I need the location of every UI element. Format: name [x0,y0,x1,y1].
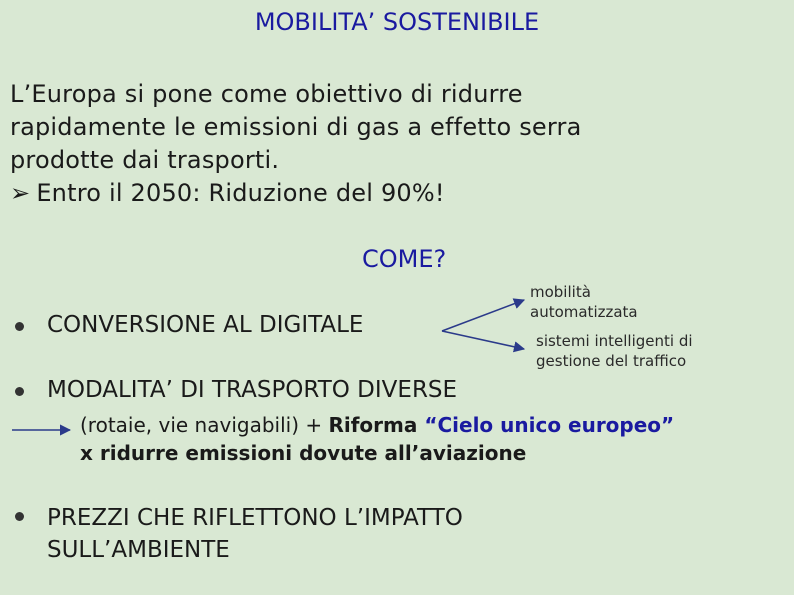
bullet-prices: PREZZI CHE RIFLETTONO L’IMPATTO SULL’AMBIENTE [47,505,463,563]
branch-traffic-systems: sistemi intelligenti di gestione del traffico [536,332,693,370]
single-sky-reform: “Cielo unico europeo” [424,413,675,437]
transport-detail: (rotaie, vie navigabili) + Riforma “Cielo unico europeo” x ridurre emissioni dovute all’aviazione [80,413,675,465]
intro-line-3: prodotte dai trasporti. [10,146,280,174]
branch-arrow-up [442,300,524,331]
bullet-dot-icon [15,512,24,521]
branch-arrow-down [442,331,524,349]
arrowhead-bullet-icon: ➢ [10,179,31,207]
bullet-dot-icon [15,322,24,331]
slide-title: MOBILITA’ SOSTENIBILE [254,8,540,36]
bullet-transport-modes: MODALITA’ DI TRASPORTO DIVERSE [47,377,458,403]
intro-line-1: L’Europa si pone come obiettivo di ridurre [10,80,523,108]
branch-automated-mobility: mobilità automatizzata [530,283,638,321]
goal-text: Entro il 2050: Riduzione del 90%! [36,179,445,207]
bullet-digital: CONVERSIONE AL DIGITALE [47,312,364,338]
bullet-dot-icon [15,387,24,396]
question-heading: COME? [362,245,447,273]
intro-line-2: rapidamente le emissioni di gas a effetto serra [10,113,582,141]
